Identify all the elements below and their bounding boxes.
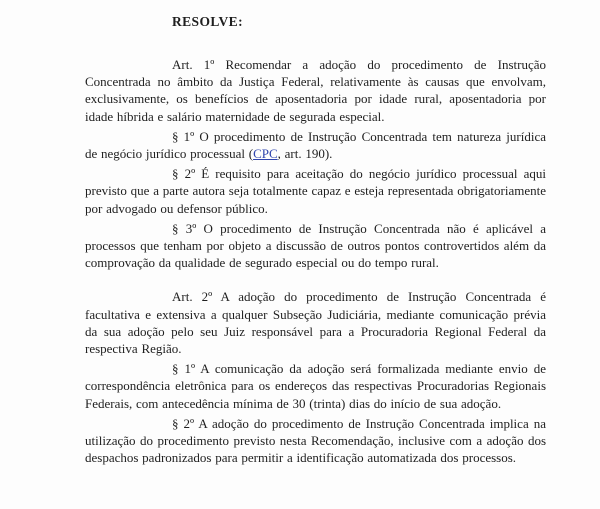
paragraph-art-1-par-3: § 3º O procedimento de Instrução Concentrada não é aplicável a processos que tenham por objeto a discussão de outros pontos controvertidos além da comprovação da qualidade de segurado especial ou do tempo rural. (85, 220, 546, 271)
paragraph-text-after-link: , art. 190). (277, 146, 333, 162)
paragraph-art-1-par-2: § 2º É requisito para aceitação do negócio jurídico processual aqui previsto que a parte autora seja totalmente capaz e esteja representada obrigatoriamente por advogado ou defensor público. (85, 166, 546, 216)
resolve-heading: RESOLVE: (172, 14, 243, 29)
paragraph-art-2: Art. 2º A adoção do procedimento de Instrução Concentrada é facultativa e extensiva a qualquer Subseção Judiciária, mediante comunicação prévia da sua adoção pelo seu Juiz responsável para a Procuradoria Regional Federal da respectiva Região. (85, 289, 546, 357)
paragraph-art-1-par-1 (85, 128, 546, 162)
paragraph-art-1: Art. 1º Recomendar a adoção do procedimento de Instrução Concentrada no âmbito da Justiça Federal, relativamente às causas que envolvam, exclusivamente, os benefícios de aposentadoria por idade rural, aposentadoria por idade híbrida e salário maternidade de segurada especial. (85, 57, 546, 124)
paragraph-art-2-par-2: § 2º A adoção do procedimento de Instrução Concentrada implica na utilização do procedimento previsto nesta Recomendação, inclusive com a adoção dos despachos padronizados para permitir a identificação automatizada dos processos. (85, 415, 546, 466)
paragraph-art-2-par-1: § 1º A comunicação da adoção será formalizada mediante envio de correspondência eletrônica para os endereços das respectivas Procuradorias Regionais Federais, com antecedência mínima de 30 (trinta) dias do início de sua adoção. (85, 361, 546, 411)
cpc-link[interactable]: CPC (253, 146, 278, 162)
paragraph-text-before-link: § 1º O procedimento de Instrução Concentrada tem natureza jurídica de negócio jurídico processual ( (85, 128, 546, 162)
